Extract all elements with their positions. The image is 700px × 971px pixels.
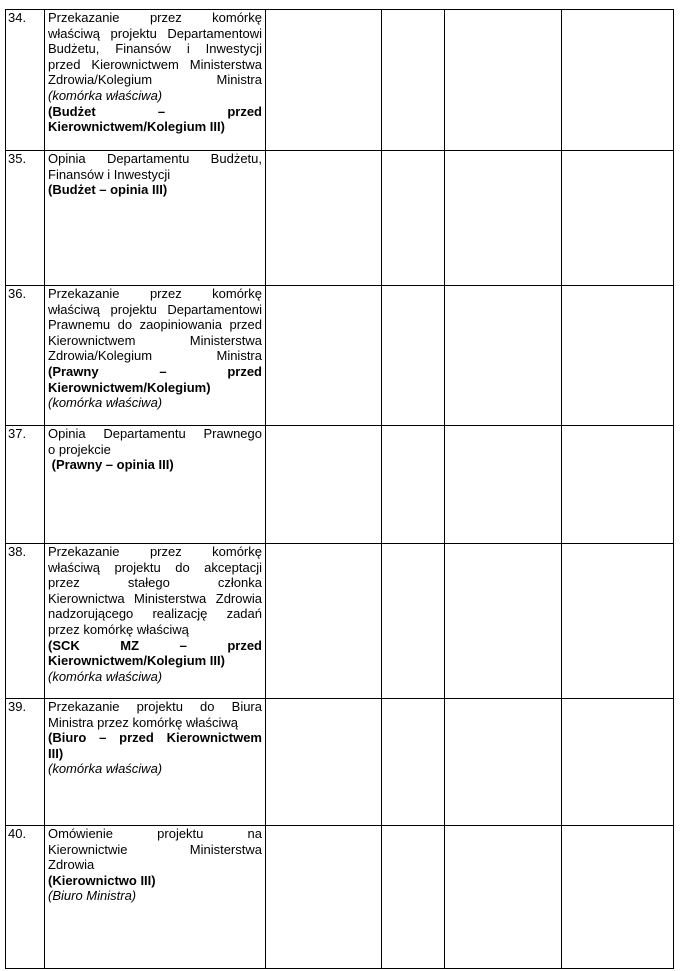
step-description-line: (Biuro Ministra) bbox=[48, 888, 137, 904]
empty-cell bbox=[445, 826, 562, 969]
step-description-line: właściwą projektu do akceptacji bbox=[48, 559, 262, 575]
step-description-cell bbox=[45, 699, 266, 826]
row-number: 35. bbox=[8, 151, 27, 166]
step-description-line: (komórka właściwa) bbox=[48, 87, 163, 103]
step-description-line: (Biuro – przed Kierownictwem bbox=[48, 730, 262, 746]
step-description-line: Finansów i Inwestycji bbox=[48, 166, 171, 182]
step-description-line: (SCK MZ – przed bbox=[48, 637, 262, 653]
step-description-cell bbox=[45, 10, 266, 151]
step-description-line: przez stałego członka bbox=[48, 575, 262, 591]
step-description-line: Kierownictwem/Kolegium III) bbox=[48, 653, 225, 669]
empty-cell bbox=[562, 10, 674, 151]
step-description-line: Kierownictwie Ministerstwa bbox=[48, 841, 262, 857]
empty-cell bbox=[382, 151, 445, 286]
step-description-line: Przekazanie przez komórkę bbox=[48, 10, 262, 25]
step-description-line: (Prawny – przed bbox=[48, 363, 262, 379]
empty-cell bbox=[382, 426, 445, 544]
empty-cell bbox=[382, 699, 445, 826]
empty-cell bbox=[382, 544, 445, 699]
empty-cell bbox=[266, 544, 382, 699]
table-row bbox=[6, 10, 674, 151]
row-number: 39. bbox=[8, 699, 27, 714]
row-number: 38. bbox=[8, 544, 27, 559]
row-number: 40. bbox=[8, 826, 27, 841]
step-description-line: (Budżet – opinia III) bbox=[48, 182, 168, 198]
empty-cell bbox=[562, 699, 674, 826]
empty-cell bbox=[562, 426, 674, 544]
table-row bbox=[6, 286, 674, 426]
table-row bbox=[6, 544, 674, 699]
empty-cell bbox=[445, 699, 562, 826]
step-description-line: Kierownictwem/Kolegium) bbox=[48, 379, 211, 395]
step-description-cell bbox=[45, 544, 266, 699]
step-description-line: (Budżet – przed bbox=[48, 103, 262, 119]
step-description-line: Zdrowia/Kolegium Ministra bbox=[48, 348, 262, 364]
step-description-line: o projekcie bbox=[48, 441, 111, 457]
row-number-cell bbox=[6, 544, 45, 699]
step-description-line: Zdrowia/Kolegium Ministra bbox=[48, 72, 262, 88]
step-description-cell bbox=[45, 151, 266, 286]
empty-cell bbox=[562, 544, 674, 699]
step-description-cell bbox=[45, 426, 266, 544]
step-description-line: właściwą projektu Departamentowi bbox=[48, 25, 262, 41]
step-description-line: Ministra przez komórkę właściwą bbox=[48, 714, 238, 730]
empty-cell bbox=[562, 826, 674, 969]
empty-cell bbox=[382, 10, 445, 151]
empty-cell bbox=[382, 286, 445, 426]
step-description-line: (Prawny – opinia III) bbox=[48, 457, 174, 473]
empty-cell bbox=[382, 826, 445, 969]
row-number-cell bbox=[6, 826, 45, 969]
table-row bbox=[6, 826, 674, 969]
step-description-line: (komórka właściwa) bbox=[48, 761, 163, 777]
step-description-line: Budżetu, Finansów i Inwestycji bbox=[48, 41, 262, 57]
step-description-line: Opinia Departamentu Budżetu, bbox=[48, 151, 262, 166]
row-number: 37. bbox=[8, 426, 27, 441]
step-description-line: Omówienie projektu na bbox=[48, 826, 262, 841]
step-description-line: właściwą projektu Departamentowi bbox=[48, 301, 262, 317]
empty-cell bbox=[266, 151, 382, 286]
table-body bbox=[6, 10, 674, 969]
procedure-table bbox=[5, 9, 674, 969]
empty-cell bbox=[562, 151, 674, 286]
step-description-line: Opinia Departamentu Prawnego bbox=[48, 426, 262, 441]
step-description-line: nadzorującego realizację zadań bbox=[48, 606, 262, 622]
step-description-line: (Kierownictwo III) bbox=[48, 872, 156, 888]
step-description-line: Przekazanie przez komórkę bbox=[48, 286, 262, 301]
table-row bbox=[6, 699, 674, 826]
empty-cell bbox=[562, 286, 674, 426]
row-number: 36. bbox=[8, 286, 27, 301]
row-number-cell bbox=[6, 426, 45, 544]
empty-cell bbox=[266, 10, 382, 151]
empty-cell bbox=[445, 426, 562, 544]
step-description-line: Prawnemu do zaopiniowania przed bbox=[48, 317, 262, 333]
row-number-cell bbox=[6, 10, 45, 151]
empty-cell bbox=[445, 544, 562, 699]
row-number-cell bbox=[6, 151, 45, 286]
empty-cell bbox=[266, 426, 382, 544]
row-number-cell bbox=[6, 699, 45, 826]
empty-cell bbox=[445, 151, 562, 286]
step-description-line: Zdrowia bbox=[48, 857, 95, 873]
empty-cell bbox=[445, 10, 562, 151]
table-row bbox=[6, 426, 674, 544]
step-description-cell bbox=[45, 286, 266, 426]
empty-cell bbox=[266, 826, 382, 969]
step-description-line: Przekazanie przez komórkę bbox=[48, 544, 262, 559]
row-number: 34. bbox=[8, 10, 27, 25]
step-description-line: Kierownictwem/Kolegium III) bbox=[48, 119, 225, 135]
empty-cell bbox=[445, 286, 562, 426]
step-description-cell bbox=[45, 826, 266, 969]
step-description-line: Kierownictwem Ministerstwa bbox=[48, 332, 262, 348]
step-description-line: przed Kierownictwem Ministerstwa bbox=[48, 56, 262, 72]
empty-cell bbox=[266, 699, 382, 826]
step-description-line: Kierownictwa Ministerstwa Zdrowia bbox=[48, 590, 262, 606]
empty-cell bbox=[266, 286, 382, 426]
step-description-line: III) bbox=[48, 745, 64, 761]
step-description-line: (komórka właściwa) bbox=[48, 395, 163, 411]
step-description-line: (komórka właściwa) bbox=[48, 668, 163, 684]
table-row bbox=[6, 151, 674, 286]
step-description-line: Przekazanie projektu do Biura bbox=[48, 699, 262, 714]
step-description-line: przez komórkę właściwą bbox=[48, 621, 189, 637]
row-number-cell bbox=[6, 286, 45, 426]
